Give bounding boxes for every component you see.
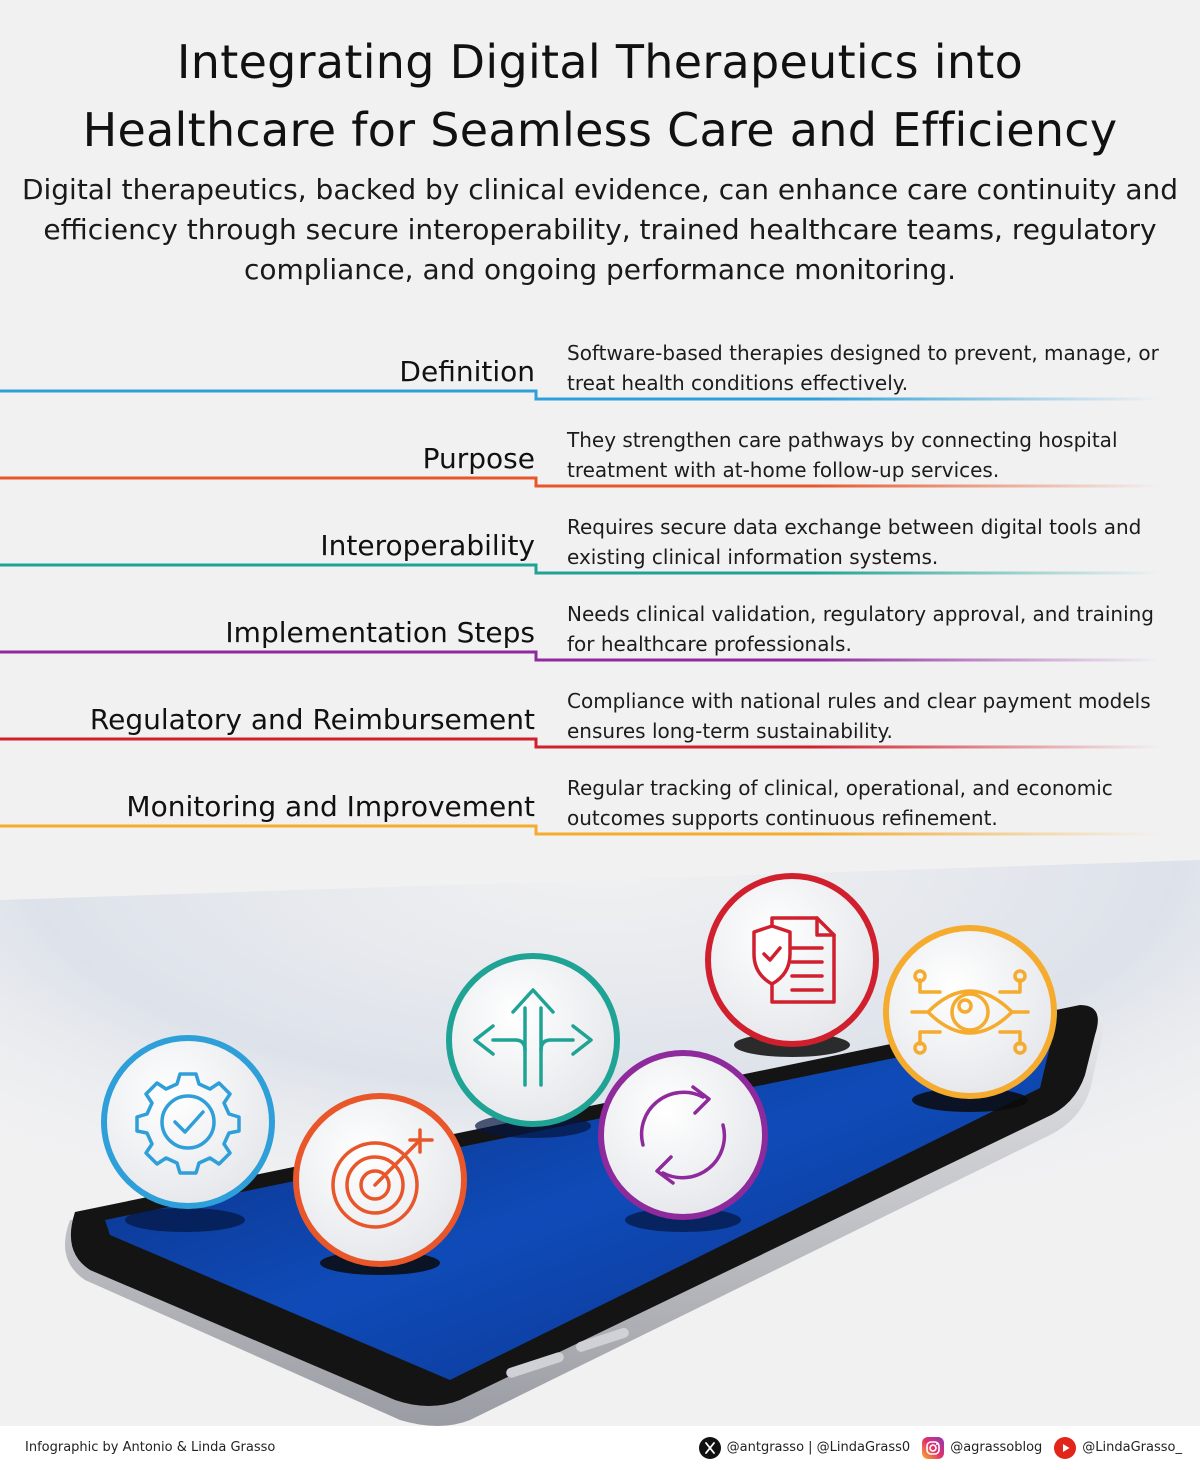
topic-label: Interoperability	[320, 529, 535, 562]
instagram-icon[interactable]	[922, 1437, 944, 1459]
title-line-1: Integrating Digital Therapeutics into	[176, 35, 1024, 89]
x-handles-link[interactable]: @antgrasso | @LindaGrass0	[726, 1440, 911, 1455]
smartphone-illustration	[0, 860, 1200, 1426]
youtube-link[interactable]: @LindaGrasso_	[1082, 1440, 1182, 1455]
topic-row-definition	[0, 338, 1200, 418]
topic-description: Compliance with national rules and clear payment models ensures long-term sustainability.	[567, 689, 1151, 743]
divider-path	[0, 739, 1160, 747]
refresh-cycle-icon	[601, 1053, 765, 1217]
topic-label: Implementation Steps	[225, 616, 535, 649]
split-arrows-icon	[449, 956, 617, 1124]
topic-label: Monitoring and Improvement	[126, 790, 535, 823]
topic-label: Regulatory and Reimbursement	[89, 703, 535, 736]
topic-label: Purpose	[422, 442, 535, 475]
target-arrow-icon	[296, 1096, 464, 1264]
topic-divider-line	[0, 378, 1200, 398]
topic-row-purpose	[0, 425, 1200, 505]
x-logo-icon[interactable]	[699, 1437, 721, 1459]
topic-row-regulatory-reimbursement	[0, 686, 1200, 766]
page-title	[0, 28, 1200, 164]
eye-network-icon	[886, 928, 1054, 1096]
youtube-icon[interactable]	[1054, 1437, 1076, 1459]
topic-divider-line	[0, 813, 1200, 833]
topic-row-interoperability	[0, 512, 1200, 592]
footer	[0, 1426, 1200, 1470]
social-links	[699, 1436, 1182, 1460]
topic-label: Definition	[399, 355, 535, 388]
topic-description: Needs clinical validation, regulatory approval, and training for healthcare professionals.	[567, 602, 1154, 656]
credit-text: Infographic by Antonio & Linda Grasso	[25, 1440, 276, 1455]
topic-description: Regular tracking of clinical, operational, and economic outcomes supports continuous refinement.	[567, 776, 1113, 830]
divider-path	[0, 565, 1160, 573]
divider-path	[0, 391, 1160, 399]
topic-description: Requires secure data exchange between digital tools and existing clinical information systems.	[567, 515, 1142, 569]
instagram-link[interactable]: @agrassoblog	[950, 1440, 1043, 1455]
topic-row-implementation-steps	[0, 599, 1200, 679]
topic-divider-line	[0, 465, 1200, 485]
topic-description: They strengthen care pathways by connecting hospital treatment with at-home follow-up services.	[567, 428, 1118, 482]
divider-path	[0, 826, 1160, 834]
topic-divider-line	[0, 726, 1200, 746]
topic-divider-line	[0, 639, 1200, 659]
divider-path	[0, 652, 1160, 660]
shield-document-icon	[708, 876, 876, 1044]
page-subtitle: Digital therapeutics, backed by clinical evidence, can enhance care continuity and efficiency through secure interoperability, trained healthcare teams, regulatory compliance, and ongoing performance monitoring.	[21, 173, 1179, 286]
bubble-shadow	[125, 1208, 245, 1232]
gear-check-icon	[104, 1038, 272, 1206]
divider-path	[0, 478, 1160, 486]
topic-row-monitoring-improvement	[0, 773, 1200, 853]
title-line-2: Healthcare for Seamless Care and Efficiency	[82, 103, 1118, 157]
topic-description: Software-based therapies designed to prevent, manage, or treat health conditions effectively.	[567, 341, 1159, 395]
topic-divider-line	[0, 552, 1200, 572]
